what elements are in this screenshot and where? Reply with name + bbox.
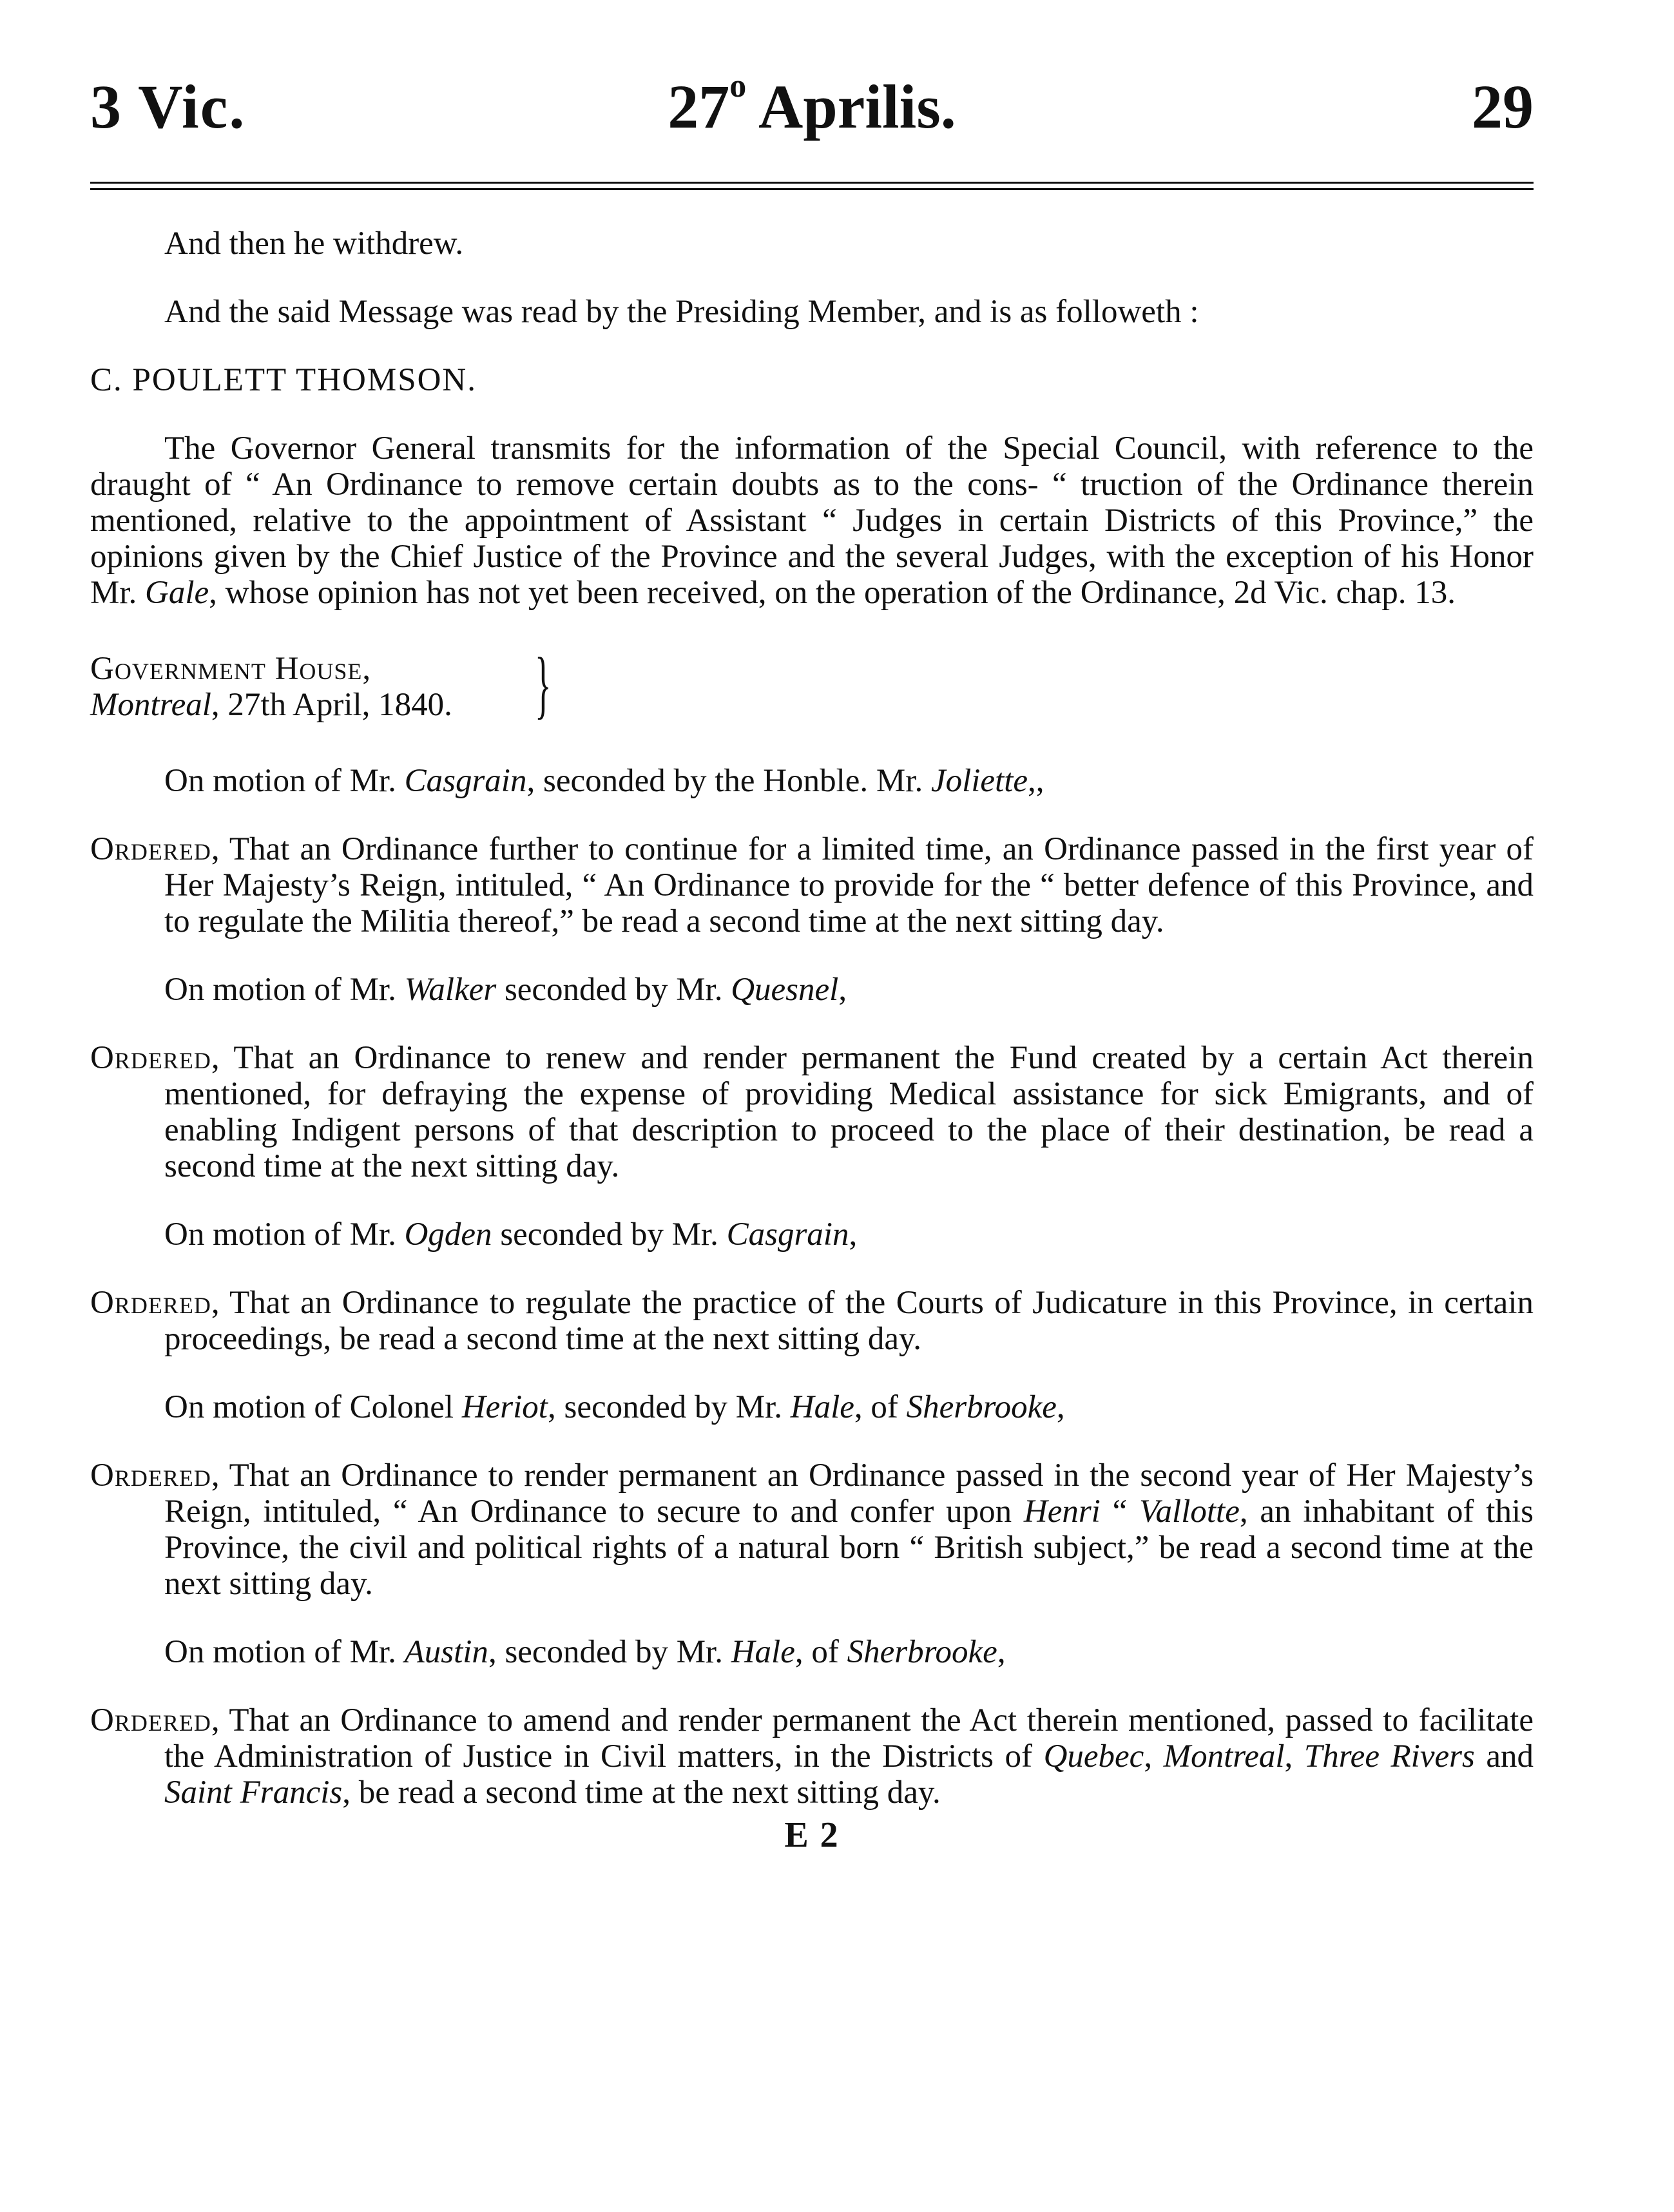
ordered-label: Ordered <box>90 1040 211 1076</box>
seconder-name: Hale <box>731 1634 795 1670</box>
order-5-text: , <box>1144 1738 1164 1774</box>
motion-3 <box>90 1217 1534 1253</box>
dateline-city: Montreal <box>90 687 211 723</box>
motion-4-text: , <box>1056 1389 1065 1425</box>
motion-1-text: On motion of Mr. <box>164 763 405 799</box>
governor-message <box>90 430 1534 611</box>
message-text-2: , whose opinion has not yet been received, on the operation of the Ordinance, 2d Vic. chap. 13. <box>209 575 1456 611</box>
motion-2 <box>90 972 1534 1008</box>
motion-5-text: , seconded by Mr. <box>488 1634 731 1670</box>
header-rule-top <box>90 182 1534 184</box>
ordered-label: Ordered <box>90 1702 211 1738</box>
order-4-text: “ <box>1100 1494 1140 1530</box>
ordered-label: Ordered <box>90 831 211 867</box>
district-name: Saint Francis <box>164 1774 343 1811</box>
motion-4-text: , of <box>854 1389 907 1425</box>
motion-3-text: On motion of Mr. <box>164 1217 405 1253</box>
order-5 <box>90 1702 1534 1811</box>
motion-3-text: , <box>849 1217 858 1253</box>
order-4-text: , That an Ordinance to render permanent an Ordinance passed in the second year of Her Majesty’s Reign, intituled, “ An Ordinance to secure to and confer upon <box>164 1457 1534 1530</box>
dateline-date: , 27th April, 1840. <box>211 687 452 723</box>
mover-name: Walker <box>404 972 497 1008</box>
motion-2-text: seconded by Mr. <box>496 972 731 1008</box>
ordered-label: Ordered <box>90 1285 211 1321</box>
order-5-text: , be read a second time at the next sitting day. <box>342 1774 941 1811</box>
seconder-town: Sherbrooke <box>847 1634 997 1670</box>
seconder-name: Joliette <box>930 763 1028 799</box>
dateline-brace: } <box>535 642 552 726</box>
order-3 <box>90 1285 1534 1357</box>
order-5-text: , That an Ordinance to amend and render permanent the Act therein mentioned, passed to facilitate the Administration of Justice in Civil matters, in the Districts of <box>164 1702 1534 1774</box>
ordered-label: Ordered <box>90 1457 211 1494</box>
motion-4-text: On motion of Colonel <box>164 1389 462 1425</box>
order-1 <box>90 831 1534 939</box>
motion-5-text: , of <box>794 1634 847 1670</box>
order-3-text: , That an Ordinance to regulate the practice of the Courts of Judicature in this Province, in certain proceedings, be read a second time at the next sitting day. <box>164 1285 1534 1357</box>
motion-4 <box>90 1389 1534 1425</box>
order-5-text: , <box>1284 1738 1304 1774</box>
running-date <box>90 68 1534 142</box>
motion-4-text: , seconded by Mr. <box>547 1389 791 1425</box>
date-ordinal: o <box>729 68 747 104</box>
dateline-place: Government House, <box>90 651 372 687</box>
motion-1-text: ,, <box>1028 763 1044 799</box>
motion-2-text: On motion of Mr. <box>164 972 405 1008</box>
judge-name: Gale <box>145 575 209 611</box>
order-2-text: , That an Ordinance to renew and render permanent the Fund created by a certain Act therein mentioned, for defraying the expense of providing Medical assistance for sick Emigrants, and of enabling Indigent persons of that description to proceed to the place of their destination, be read a second time at the next sitting day. <box>164 1040 1534 1184</box>
motion-3-text: seconded by Mr. <box>492 1217 727 1253</box>
journal-body <box>90 226 1534 1853</box>
district-name: Montreal <box>1163 1738 1285 1774</box>
mover-name: Heriot <box>461 1389 548 1425</box>
seconder-name: Hale <box>790 1389 854 1425</box>
order-4 <box>90 1457 1534 1602</box>
person-surname: Vallotte <box>1139 1494 1240 1530</box>
motion-5 <box>90 1634 1534 1670</box>
order-4-text: , an inhabitant of this Province, the civil and political rights of a natural born “ British subject,” be read a second time at the next sitting day. <box>164 1494 1534 1602</box>
order-1-text: , That an Ordinance further to continue for a limited time, an Ordinance passed in the first year of Her Majesty’s Reign, intituled, “ An Ordinance to provide for the “ better defence of this Province, and to regulate the Militia thereof,” be read a second time at the next sitting day. <box>164 831 1534 939</box>
motion-1 <box>90 763 1534 799</box>
regnal-year: 3 Vic. <box>90 72 246 141</box>
page-number: 29 <box>1472 72 1534 141</box>
person-first-name: Henri <box>1023 1494 1101 1530</box>
mover-name: Ogden <box>404 1217 492 1253</box>
seconder-name: Casgrain <box>726 1217 849 1253</box>
motion-5-text: On motion of Mr. <box>164 1634 405 1670</box>
date-day: 27 <box>668 72 730 141</box>
order-5-text: and <box>1474 1738 1534 1774</box>
message-text-1: The Governor General transmits for the information of the Special Council, with reference to the draught of “ An Ordinance to remove certain doubts as to the cons- “ truction of the Ordinance therein mentioned, relative to the appointment of Assistant “ Judges in certain Districts of this Province,” the opinions given by the Chief Justice of the Province and the several Judges, with the exception of his Honor Mr. <box>90 430 1534 611</box>
motion-1-text: , seconded by the Honble. Mr. <box>526 763 931 799</box>
seconder-town: Sherbrooke <box>906 1389 1057 1425</box>
page-header <box>90 68 1534 148</box>
header-rule-bottom <box>90 188 1534 190</box>
district-name: Quebec <box>1043 1738 1144 1774</box>
seconder-name: Quesnel <box>731 972 839 1008</box>
message-intro: And the said Message was read by the Presiding Member, and is as followeth : <box>164 294 1199 330</box>
dateline-date-line <box>90 687 580 723</box>
district-name: Three Rivers <box>1304 1738 1475 1774</box>
dateline <box>90 642 580 726</box>
withdrew-line: And then he withdrew. <box>164 226 464 262</box>
motion-2-text: , <box>838 972 847 1008</box>
motion-5-text: , <box>997 1634 1006 1670</box>
order-2 <box>90 1040 1534 1184</box>
mover-name: Casgrain <box>404 763 527 799</box>
mover-name: Austin <box>404 1634 488 1670</box>
signature-mark: E 2 <box>784 1815 840 1855</box>
governor-signature: C. POULETT THOMSON. <box>90 362 477 398</box>
date-month: Aprilis. <box>758 72 956 141</box>
